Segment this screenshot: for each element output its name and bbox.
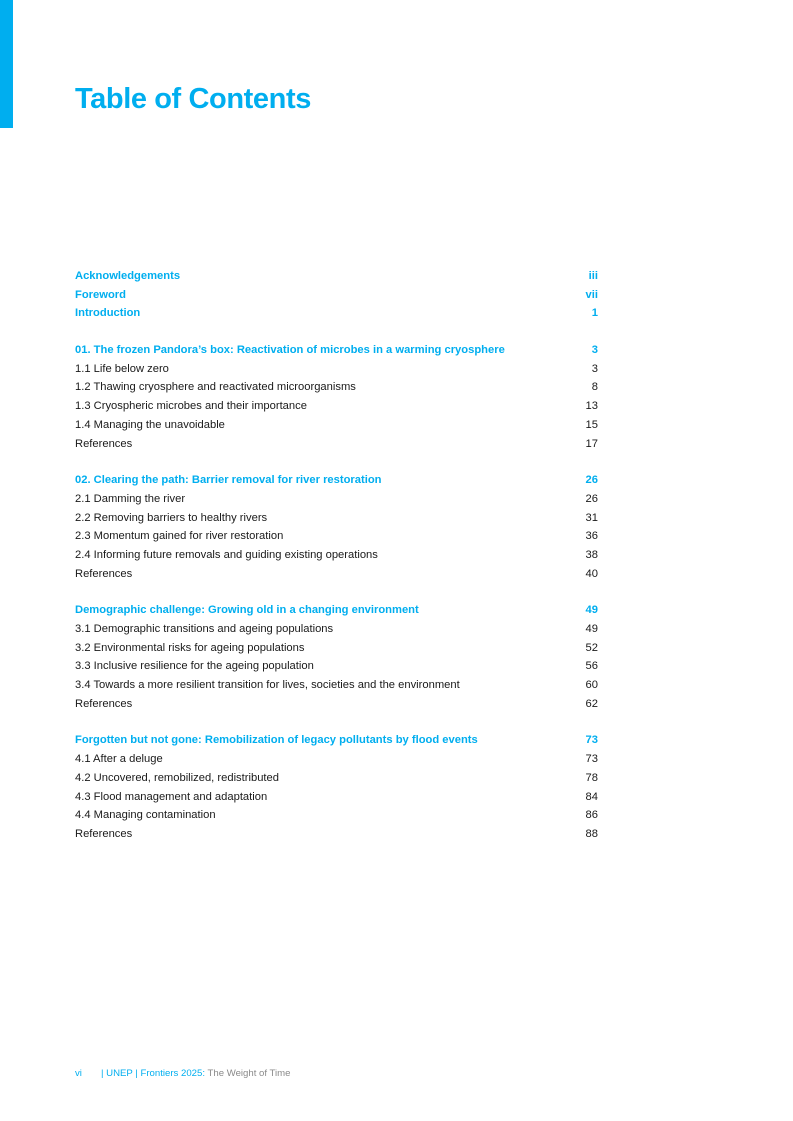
toc-section-label: 1.1 Life below zero (75, 362, 169, 375)
toc-section-page: 13 (585, 400, 598, 413)
toc-section-label: 1.2 Thawing cryosphere and reactivated microorganisms (75, 381, 356, 394)
toc-section[interactable] (75, 378, 598, 397)
toc-section-page: 40 (585, 567, 598, 580)
toc-section[interactable] (75, 825, 598, 844)
toc-section-label: References (75, 697, 133, 710)
toc-section-page: 56 (585, 660, 598, 673)
table-of-contents (75, 267, 598, 844)
toc-section-label: 1.4 Managing the unavoidable (75, 418, 225, 431)
toc-section[interactable] (75, 639, 598, 658)
toc-spacer (75, 453, 598, 471)
toc-section-label: References (75, 827, 133, 840)
toc-chapter-title: Forgotten but not gone: Remobilization of legacy pollutants by flood events (75, 734, 478, 747)
toc-entry-page: vii (585, 288, 598, 301)
toc-section[interactable] (75, 565, 598, 584)
toc-section[interactable] (75, 750, 598, 769)
toc-section-page: 15 (585, 418, 598, 431)
accent-bar (0, 0, 13, 128)
toc-section-page: 86 (585, 809, 598, 822)
toc-section-page: 31 (585, 511, 598, 524)
toc-entry-page: 1 (591, 307, 598, 320)
toc-chapter-title: 01. The frozen Pandora’s box: Reactivation of microbes in a warming cryosphere (75, 344, 505, 357)
toc-entry-foreword[interactable] (75, 286, 598, 305)
toc-section-label: 4.2 Uncovered, remobilized, redistributed (75, 771, 279, 784)
toc-chapter-title: 02. Clearing the path: Barrier removal for river restoration (75, 474, 382, 487)
footer-subtitle: The Weight of Time (205, 1068, 291, 1079)
toc-section-label: 3.4 Towards a more resilient transition for lives, societies and the environment (75, 679, 460, 692)
toc-chapter-4[interactable] (75, 731, 598, 750)
toc-entry-label: Acknowledgements (75, 270, 181, 282)
toc-entry-acknowledgements[interactable] (75, 267, 598, 286)
toc-section[interactable] (75, 546, 598, 565)
toc-section-page: 26 (585, 492, 598, 505)
toc-section-page: 62 (585, 697, 598, 710)
toc-section-page: 78 (585, 771, 598, 784)
toc-section-page: 60 (585, 679, 598, 692)
toc-chapter-3[interactable] (75, 601, 598, 620)
toc-section-label: 4.4 Managing contamination (75, 809, 216, 822)
toc-section[interactable] (75, 806, 598, 825)
toc-section-label: References (75, 567, 133, 580)
toc-section-page: 38 (585, 548, 598, 561)
toc-section-page: 3 (591, 362, 598, 375)
toc-section[interactable] (75, 435, 598, 454)
toc-entry-label: Introduction (75, 307, 141, 320)
toc-section[interactable] (75, 676, 598, 695)
page-title: Table of Contents (75, 83, 311, 115)
toc-chapter-2[interactable] (75, 471, 598, 490)
footer-page-number: vi (75, 1068, 82, 1079)
toc-section-label: 3.1 Demographic transitions and ageing populations (75, 623, 334, 635)
toc-section-label: References (75, 437, 133, 450)
toc-section[interactable] (75, 397, 598, 416)
toc-section-page: 88 (585, 827, 598, 840)
toc-entry-label: Foreword (75, 288, 126, 301)
toc-section-label: 2.3 Momentum gained for river restoration (75, 530, 284, 543)
toc-section-page: 17 (585, 437, 598, 450)
toc-chapter-page: 49 (585, 604, 598, 617)
toc-section[interactable] (75, 695, 598, 714)
toc-section[interactable] (75, 509, 598, 528)
toc-section[interactable] (75, 527, 598, 546)
toc-section[interactable] (75, 416, 598, 435)
toc-section-page: 8 (591, 381, 598, 394)
footer-brand: | UNEP | Frontiers 2025: (101, 1068, 205, 1079)
toc-section[interactable] (75, 788, 598, 807)
toc-spacer (75, 323, 598, 341)
toc-section-label: 3.3 Inclusive resilience for the ageing population (75, 660, 314, 673)
toc-section-label: 1.3 Cryospheric microbes and their importance (75, 400, 307, 413)
toc-section-page: 52 (585, 641, 598, 654)
toc-section-page: 36 (585, 530, 598, 543)
toc-section[interactable] (75, 620, 598, 639)
toc-chapter-page: 73 (585, 734, 598, 747)
toc-section-label: 4.3 Flood management and adaptation (75, 790, 268, 803)
toc-spacer (75, 713, 598, 731)
toc-section-page: 49 (585, 623, 598, 635)
toc-section[interactable] (75, 360, 598, 379)
toc-entry-introduction[interactable] (75, 304, 598, 323)
toc-section-page: 84 (585, 790, 598, 803)
page-footer (75, 1068, 291, 1080)
toc-section-label: 3.2 Environmental risks for ageing populations (75, 641, 305, 654)
toc-chapter-title: Demographic challenge: Growing old in a changing environment (75, 604, 419, 617)
toc-section-label: 2.1 Damming the river (75, 492, 186, 505)
toc-entry-page: iii (588, 270, 598, 282)
toc-section[interactable] (75, 769, 598, 788)
toc-section-label: 2.4 Informing future removals and guiding existing operations (75, 548, 378, 561)
toc-section[interactable] (75, 490, 598, 509)
toc-section[interactable] (75, 657, 598, 676)
toc-chapter-1[interactable] (75, 341, 598, 360)
toc-chapter-page: 26 (585, 474, 598, 487)
toc-section-label: 2.2 Removing barriers to healthy rivers (75, 511, 268, 524)
toc-section-page: 73 (585, 753, 598, 766)
toc-chapter-page: 3 (591, 344, 598, 357)
toc-section-label: 4.1 After a deluge (75, 753, 163, 766)
toc-spacer (75, 583, 598, 601)
